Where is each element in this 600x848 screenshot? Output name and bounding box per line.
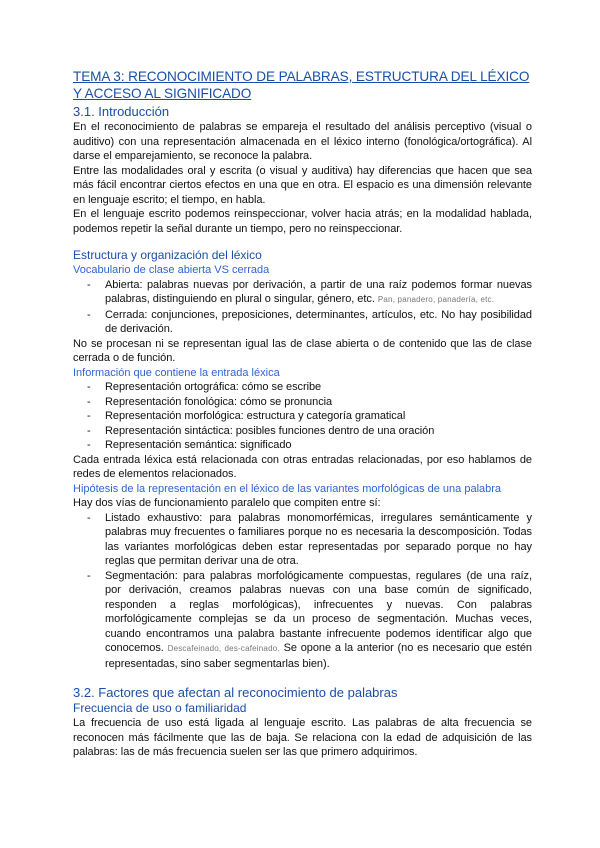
info-list [73,380,532,453]
hipotesis-heading: Hipótesis de la representación en el léxico de las variantes morfológicas de una palabra [73,482,502,495]
frecuencia-heading: Frecuencia de uso o familiaridad [73,701,247,715]
hipotesis-list [73,511,532,672]
list-item: - Listado exhaustivo: para palabras monomorfémicas, irregulares semánticamente y palabras muy frecuentes o familiares porque no es necesaria la descomposición. Todas las variantes morfológicas deben estar representadas por separado porque no hay reglas que permitan derivar una de otra. [87,511,532,567]
document-title: TEMA 3: RECONOCIMIENTO DE PALABRAS, ESTRUCTURA DEL LÉXICO Y ACCESO AL SIGNIFICADO [73,69,530,101]
example-text: Descafeinado, des-cafeinado. [167,644,280,653]
hipotesis-intro: Hay dos vías de funcionamiento paralelo que compiten entre sí: [73,497,381,509]
estructura-heading: Estructura y organización del léxico [73,248,262,262]
list-item: - Segmentación: para palabras morfológicamente compuestas, regulares (de una raíz, por derivación, creamos palabras nuevas con una base común de significado, responden a reglas morfológicas), infrecuentes y nuevas. Con palabras morfológicamente complejas se da un proceso de segmentación. Muchas veces, cuando encontramos una palabra bastante infrecuente podemos identificar algo que conocemos. Descafeinado, des-cafeinado. Se opone a la anterior (no es necesario que estén representadas, sino saber segmentarlas bien). [87,569,532,670]
example-text: Pan, panadero, panadería, etc. [377,295,495,304]
list-item: - Representación fonológica: cómo se pronuncia [87,395,333,408]
list-item: - Representación morfológica: estructura y categoría gramatical [87,410,406,422]
frecuencia-paragraph: La frecuencia de uso está ligada al lenguaje escrito. Las palabras de alta frecuencia se reconocen más fácilmente que las de baja. Se relaciona con la edad de adquisición de las palabras: las de más frecuencia suelen ser las que primero adquirimos. [73,717,532,758]
section-3-2-heading: 3.2. Factores que afectan al reconocimiento de palabras [73,685,398,700]
list-item: - Cerrada: conjunciones, preposiciones, determinantes, artículos, etc. No hay posibilidad de derivación. [87,308,532,335]
intro-paragraph-1: En el reconocimiento de palabras se empareja el resultado del análisis perceptivo (visual o auditivo) con una representación almacenada en el léxico interno (fonológica/ortográfica). Al darse el emparejamiento, se reconoce la palabra. [73,121,532,162]
info-summary-paragraph: Cada entrada léxica está relacionada con otras entradas relacionadas, por eso hablamos de redes de elementos relacionados. [73,453,532,480]
info-heading: Información que contiene la entrada léxica [73,366,280,379]
vocab-summary-paragraph: No se procesan ni se representan igual las de clase abierta o de contenido que las de clase cerrada o de función. [73,337,532,364]
vocab-list [73,278,532,337]
vocab-heading: Vocabulario de clase abierta VS cerrada [73,264,270,276]
section-3-1-heading: 3.1. Introducción [73,104,170,119]
intro-paragraph-3: En el lenguaje escrito podemos reinspeccionar, volver hacia atrás; en la modalidad hablada, podemos repetir la señal durante un tiempo, pero no reinspeccionar. [73,208,532,235]
intro-paragraph-2: Entre las modalidades oral y escrita (o visual y auditiva) hay diferencias que hacen que sea más fácil encontrar ciertos efectos en una que en otra. El espacio es una dimensión relevante en lenguaje escrito; el tiempo, en habla. [73,164,532,206]
list-item: - Representación ortográfica: cómo se escribe [87,381,322,393]
list-item: - Abierta: palabras nuevas por derivación, a partir de una raíz podemos formar nuevas palabras, distinguiendo en plural o singular, género, etc. Pan, panadero, panadería, etc. [87,278,532,305]
document-page [73,68,532,760]
list-item: - Representación semántica: significado [87,439,292,451]
list-item: - Representación sintáctica: posibles funciones dentro de una oración [87,424,435,437]
